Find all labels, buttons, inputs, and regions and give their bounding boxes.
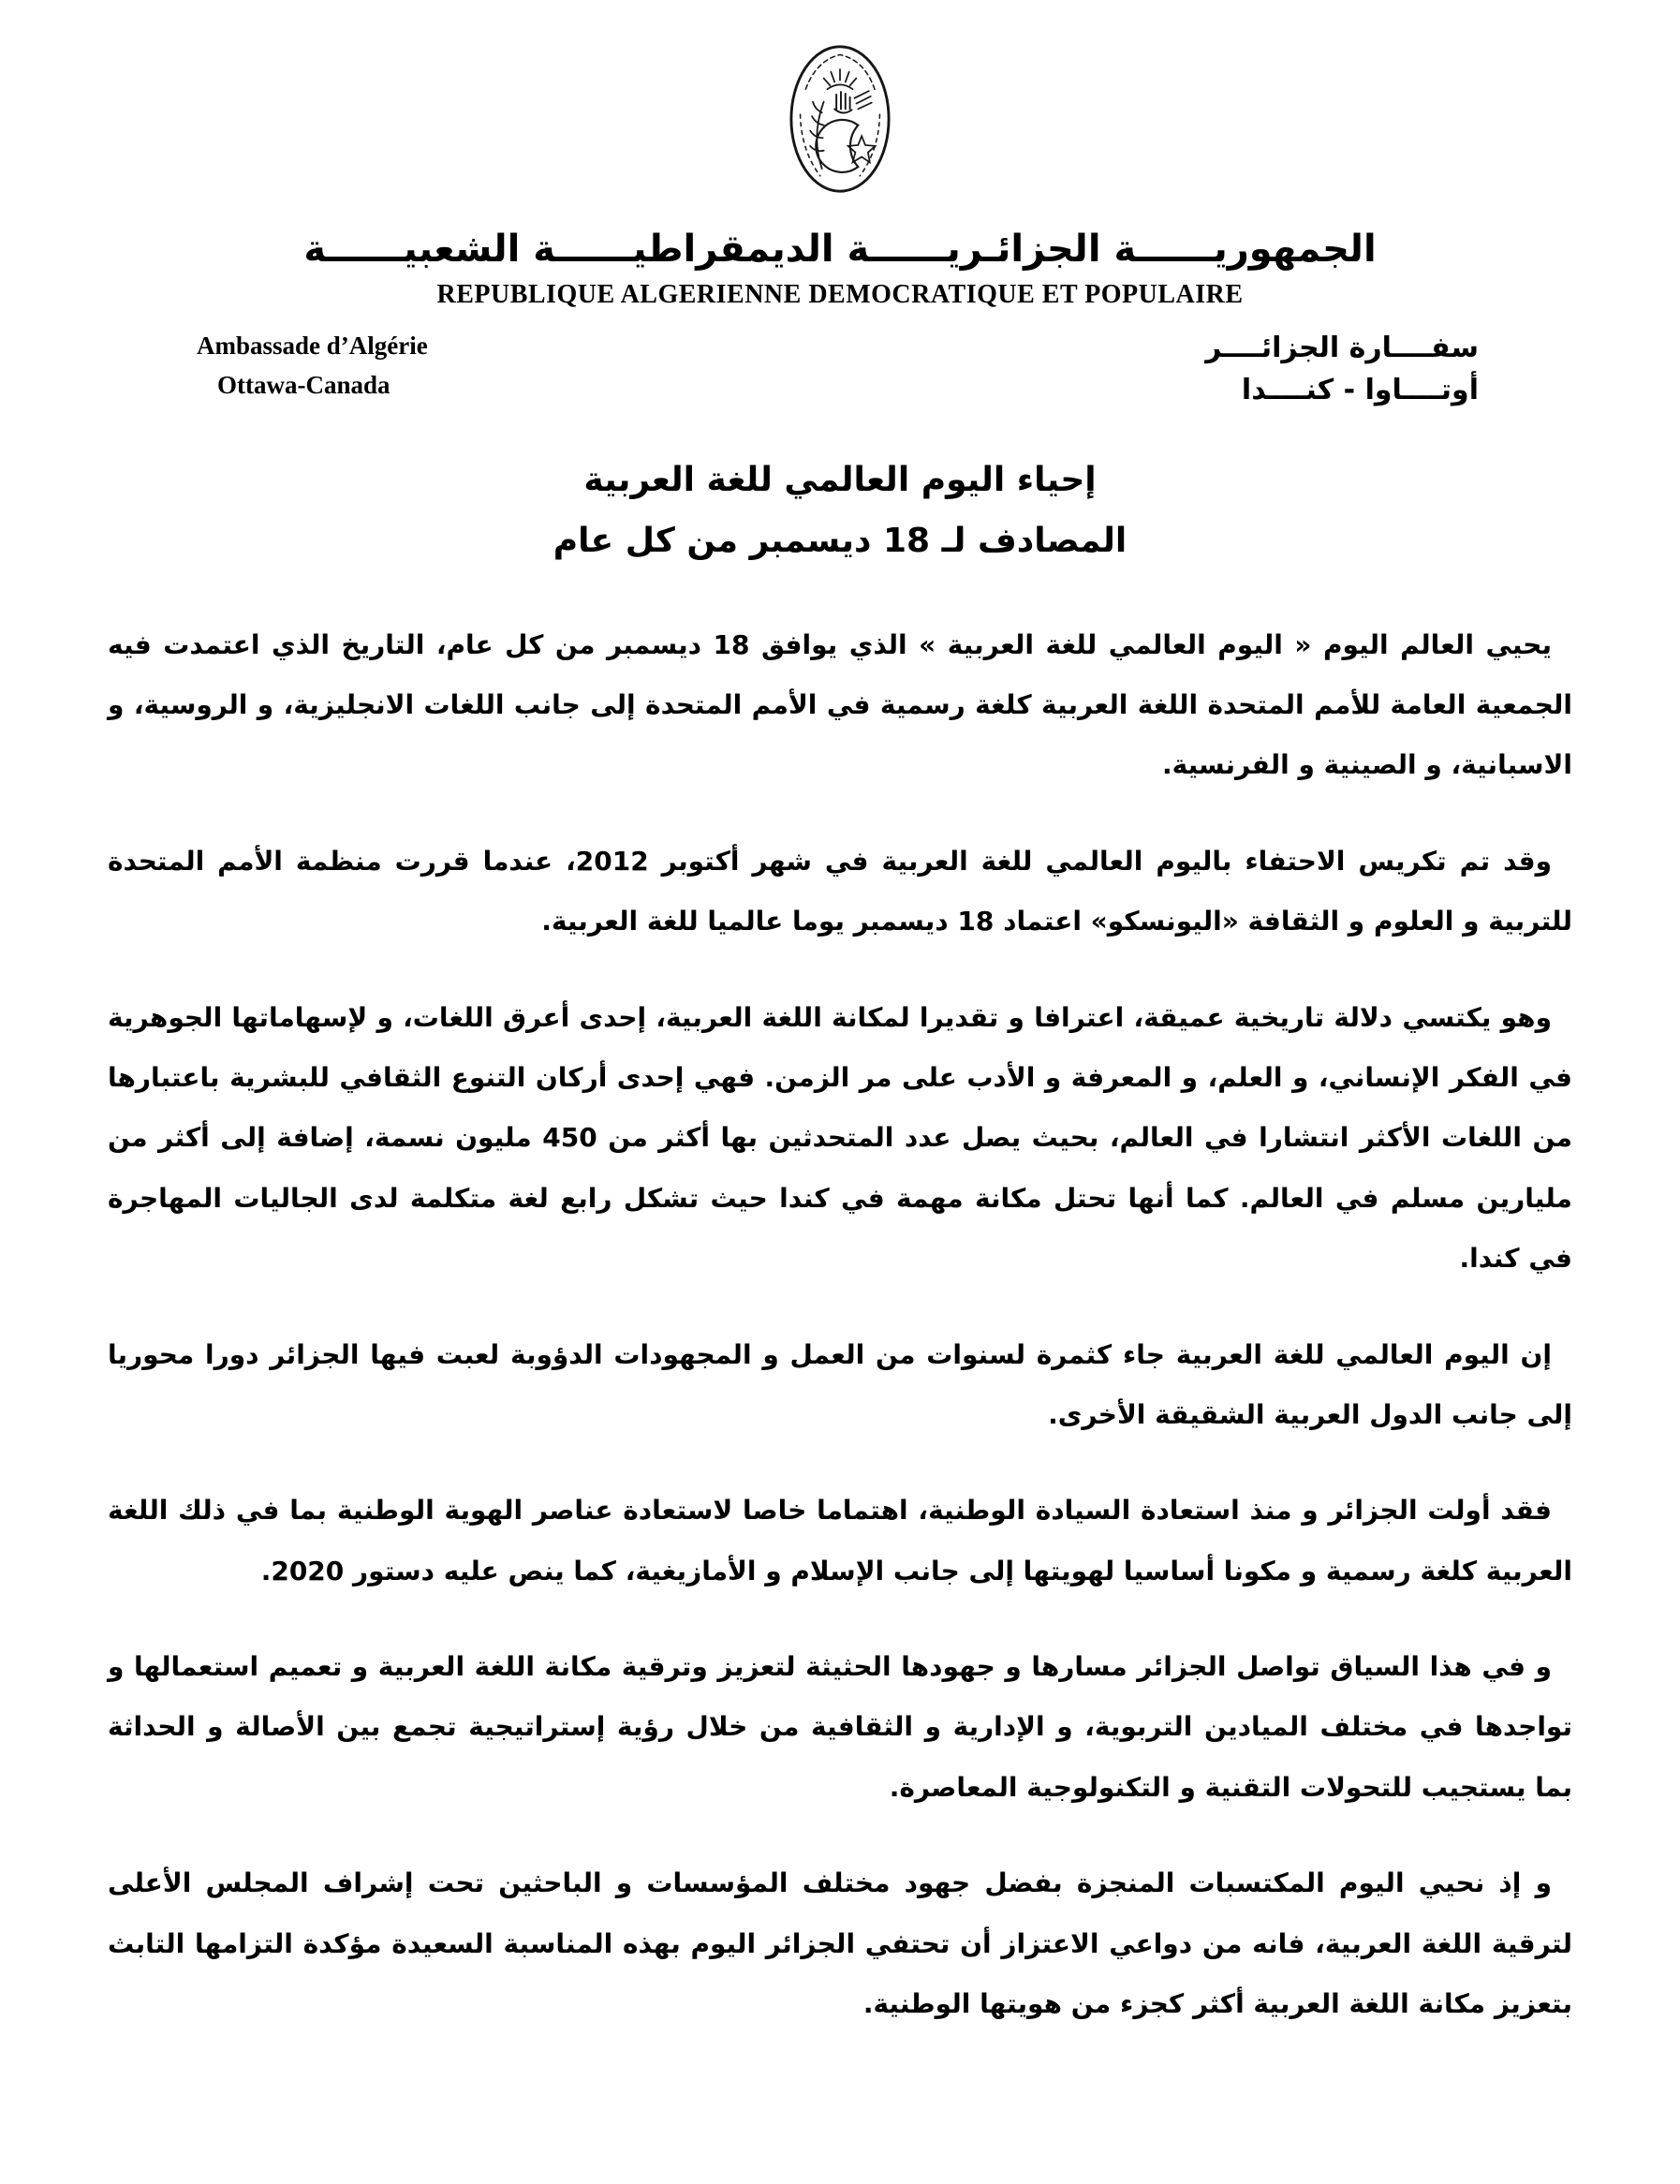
olive-branch <box>810 102 823 169</box>
embassy-name-french: Ambassade d’Algérie <box>197 332 428 360</box>
embassy-block-french <box>197 327 428 406</box>
embassy-name-arabic: سفــــارة الجزائــــر <box>1205 332 1479 364</box>
paragraph-3: وهو يكتسي دلالة تاريخية عميقة، اعترافا و تقديرا لمكانة اللغة العربية، إحدى أعرق اللغات، و لإسهاماتها الجوهرية في الفكر الإنساني، و العلم، و المعرفة و الأدب على مر الزمن. فهي إحدى أركان التنوع الثقافي للبشرية باعتبارها من اللغات الأكثر انتشارا في العالم، بحيث يصل عدد المتحدثين بها أكثر من 450 مليون نسمة، إضافة إلى أكثر من مليارين مسلم في العالم. كما أنها تحتل مكانة مهمة في كندا حيث تشكل رابع لغة متكلمة لدى الجاليات المهاجرة في كندا. <box>108 1001 1573 1275</box>
sun-rays <box>824 69 857 89</box>
paragraph-2: وقد تم تكريس الاحتفاء باليوم العالمي للغة العربية في شهر أكتوبر 2012، عندما قررت منظمة الأمم المتحدة للتربية و العلوم و الثقافة «اليونسكو» اعتماد 18 ديسمبر يوما عالميا للغة العربية. <box>108 845 1572 937</box>
embassy-city-arabic: أوتــــاوا - كنــــدا <box>1241 374 1479 406</box>
document-title-line2: المصادف لـ 18 ديسمبر من كل عام <box>553 521 1127 560</box>
republic-title-arabic: الجمهوريــــــة الجزائـريــــــة الديمقراطيــــــة الشعبيــــــة <box>303 228 1377 271</box>
letterhead-row <box>108 327 1572 411</box>
embassy-city-french: Ottawa-Canada <box>217 370 391 399</box>
document-body <box>108 615 1572 2035</box>
paragraph-1: يحيي العالم اليوم « اليوم العالمي للغة العربية » الذي يوافق 18 ديسمبر من كل عام، التاريخ الذي اعتمدت فيه الجمعية العامة للأمم المتحدة اللغة العربية كلغة رسمية في الأمم المتحدة إلى جانب اللغات الانجليزية، و الروسية، و الاسبانية، و الصينية و الفرنسية. <box>108 628 1572 781</box>
paragraph-5: فقد أولت الجزائر و منذ استعادة السيادة الوطنية، اهتماما خاصا لاستعادة عناصر الهوية الوطنية بما في ذلك اللغة العربية كلغة رسمية و مكونا أساسيا لهويتها إلى جانب الإسلام و الأمازيغية، كما ينص عليه دستور 2020. <box>108 1495 1572 1586</box>
pen-strokes <box>854 91 871 109</box>
emblem-graphic <box>786 42 894 196</box>
algeria-state-emblem <box>108 42 1572 222</box>
paragraph-6: و في هذا السياق تواصل الجزائر مسارها و جهودها الحثيثة لتعزيز وترقية مكانة اللغة العربية و تعميم استعمالها و تواجدها في مختلف الميادين التربوية، و الإدارية و الثقافية من خلال رؤية إستراتيجية تجمع بين الأصالة و الحداثة بما يستجيب للتحولات التقنية و التكنولوجية المعاصرة. <box>108 1651 1572 1803</box>
document-title <box>108 450 1572 572</box>
document-title-line1: إحياء اليوم العالمي للغة العربية <box>583 461 1097 499</box>
hand-of-fatima <box>834 92 851 112</box>
paragraph-7: و إذ نحيي اليوم المكتسبات المنجزة بفضل جهود مختلف المؤسسات و الباحثين تحت إشراف المجلس الأعلى لترقية اللغة العربية، فانه من دواعي الاعتزاز أن تحتفي الجزائر اليوم بهذه المناسبة السعيدة مؤكدة التزامها التابث بتعزيز مكانة اللغة العربية أكثر كجزء من هويتها الوطنية. <box>108 1867 1572 2020</box>
embassy-block-arabic <box>1205 327 1479 411</box>
paragraph-4: إن اليوم العالمي للغة العربية جاء كثمرة لسنوات من العمل و المجهودات الدؤوبة لعبت فيها الجزائر دورا محوريا إلى جانب الدول العربية الشقيقة الأخرى. <box>108 1338 1572 1430</box>
republic-title-french: REPUBLIQUE ALGERIENNE DEMOCRATIQUE ET POPULAIRE <box>436 280 1244 309</box>
